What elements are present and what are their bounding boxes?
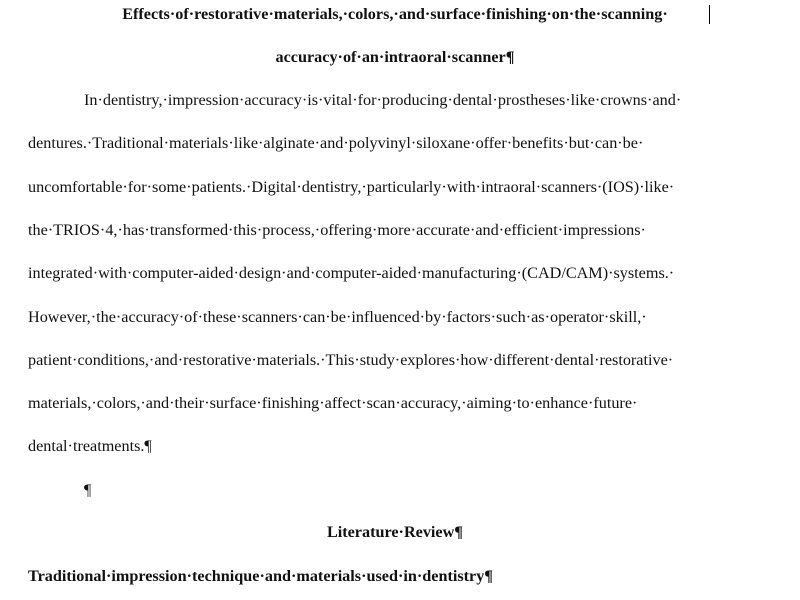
paragraph-line-3: uncomfortable·for·some·patients.·Digital·dentistry,·particularly·with·intraoral·scanners·(IOS)·like· — [28, 178, 675, 196]
section-heading: Literature·Review¶ — [326, 523, 464, 541]
paragraph-line-5: integrated·with·computer-aided·design·and·computer-aided·manufacturing·(CAD/CAM)·systems.· — [28, 264, 675, 282]
paragraph-line-4: the·TRIOS·4,·has·transformed·this·process,·offering·more·accurate·and·efficient·impressions· — [28, 221, 646, 239]
title-line-2: accuracy·of·an·intraoral·scanner¶ — [275, 48, 515, 66]
paragraph-line-2: dentures.·Traditional·materials·like·alginate·and·polyvinyl·siloxane·offer·benefits·but·can·be· — [28, 134, 644, 152]
paragraph-line-8: materials,·colors,·and·their·surface·finishing·affect·scan·accuracy,·aiming·to·enhance·future· — [28, 394, 638, 412]
paragraph-line-9: dental·treatments.¶ — [28, 437, 152, 455]
paragraph-line-6: However,·the·accuracy·of·these·scanners·can·be·influenced·by·factors·such·as·operator·skill,· — [28, 308, 647, 326]
empty-paragraph-mark: ¶ — [84, 481, 92, 499]
paragraph-line-1: In·dentistry,·impression·accuracy·is·vital·for·producing·dental·prostheses·like·crowns·and· — [84, 91, 682, 109]
text-cursor — [709, 5, 710, 24]
title-line-1: Effects·of·restorative·materials,·colors,·and·surface·finishing·on·the·scanning· — [122, 5, 668, 23]
paragraph-line-7: patient·conditions,·and·restorative·materials.·This·study·explores·how·different·dental·restorative· — [28, 351, 674, 369]
subsection-heading: Traditional·impression·technique·and·materials·used·in·dentistry¶ — [28, 567, 494, 585]
